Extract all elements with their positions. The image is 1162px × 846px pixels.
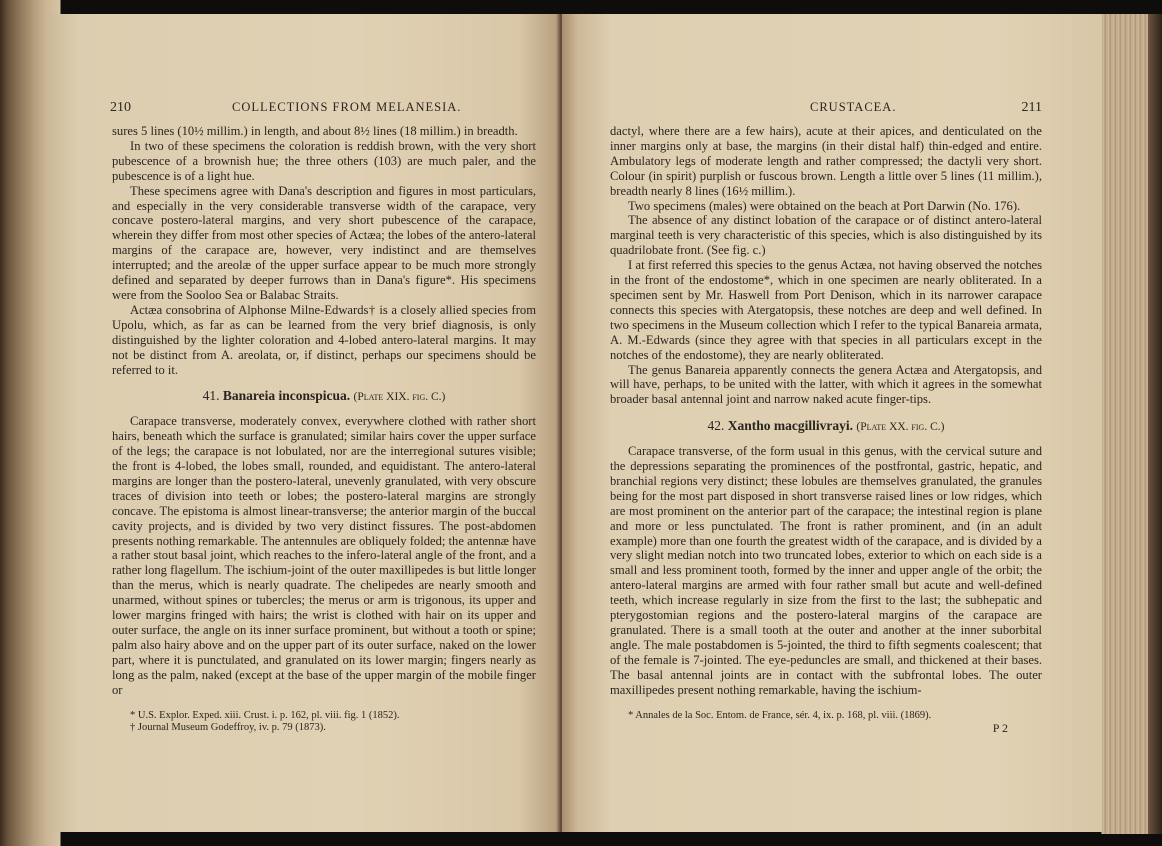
right-body — [610, 124, 1042, 735]
paragraph: Two specimens (males) were obtained on the beach at Port Darwin (No. 176). — [628, 198, 1021, 213]
paragraph: Carapace transverse, moderately convex, everywhere clothed with rather short hairs, beneath which the surface is granulated; similar hairs cover the upper surface of the legs; the carapace is not lobulated, nor are the interregional sutures visible; the front is 4-lobed, the lobes small, rounded, and equidistant. The antero-lateral margins are longer than the postero-lateral, unevenly granulated, with very obscure traces of division into teeth or lobes; the postero-lateral margins are strongly concave. The epistoma is almost linear-transverse; the anterior margin of the buccal cavity projects, and is divided by two very distinct fissures. The post-abdomen presents nothing remarkable. The antennules are obliquely folded; the antennæ have a rather stout basal joint, which reaches to the infero-lateral angle of the front, and a rather long flagellum. The ischium-joint of the outer maxillipedes is but little longer than the merus, which is nearly quadrate. The chelipedes are nearly smooth and unarmed, without spines or tubercles; the merus or arm is trigonous, its upper and lower margins fringed with hairs; the wrist is clothed with hair on its upper and outer surface, the angle on its inner surface prominent, but without a tooth or spine; palm also hairy above and on the upper part of its outer surface, naked on the lower part, where it is punctulated, and granulated on its lower margin; fingers nearly as long as the palm, naked (except at the base of the upper margin of the mobile finger or — [112, 414, 536, 697]
left-page-number: 210 — [110, 100, 131, 115]
paragraph: Actæa consobrina of Alphonse Milne-Edwards† is a closely allied species from Upolu, which, as far as can be learned from the very brief diagnosis, is only distinguished by the lighter coloration and 4-lobed antero-lateral margins. It may not be distinct from A. areolata, or, if distinct, perhaps our specimens should be referred to it. — [112, 302, 536, 377]
left-page — [48, 14, 560, 832]
paragraph: dactyl, where there are a few hairs), acute at their apices, and denticulated on the inner margins only at base, the margins (in their distal half) thin-edged and entire. Ambulatory legs of moderate length and rather compressed; the dactyli very short. Colour (in spirit) purplish or fuscous brown. Length a little over 5 lines (11 millim.), breadth nearly 8 lines (16½ millim.). — [610, 124, 1042, 198]
right-head-title: CRUSTACEA. — [810, 100, 897, 114]
paragraph: Carapace transverse, of the form usual in this genus, with the cervical suture and the depressions separating the prominences of the postfrontal, gastric, hepatic, and branchial regions very distinct; these lobules are themselves granulated, the granules being for the most part disposed in short transverse raised lines or low ridges, which are most prominent on the anterior part of the carapace; the intestinal region is plane and more or less punctulated. The front is rather prominent, and (in an adult example) more than one fourth the greatest width of the carapace, and is divided by a very slight median notch into two truncated lobes, exterior to which on each side is a small and less prominent tooth, formed by the inner and upper angle of the orbit; the antero-lateral margins are armed with four rather small but acute and well-defined teeth, which increase regularly in size from the first to the last; the subhepatic and pterygostomian regions and the postero-lateral margins of the carapace are granulated. There is a small tooth at the outer and another at the inner suborbital angle. The male postabdomen is 5-jointed, the third to fifth segments coalescent; that of the female is 7-jointed. The eye-peduncles are small, and thickened at their bases. The basal antennal joints are in contact with the subfrontal lobes. The outer maxillipedes present nothing remarkable, having the ischium- — [610, 444, 1042, 697]
left-body — [112, 124, 536, 735]
section-number: 41. — [202, 388, 220, 404]
section-heading — [610, 419, 1042, 435]
paragraph: sures 5 lines (10½ millim.) in length, and about 8½ lines (18 millim.) in breadth. — [112, 124, 518, 138]
paragraph: The genus Banareia apparently connects the genera Actæa and Atergatopsis, and will have, perhaps, to be united with the latter, with which it agrees in the somewhat broader basal antennal joint and narrow naked acute finger-tips. — [610, 362, 1042, 407]
plate-reference: (Plate XIX. fig. C.) — [353, 391, 446, 404]
paragraph: I at first referred this species to the genus Actæa, not having observed the notches in the front of the endostome*, which in one specimen are nearly obliterated. In a specimen sent by Mr. Haswell from Port Denison, which in its narrower carapace connects this species with Atergatopsis, these notches are deep and well defined. In two specimens in the Museum collection which I refer to the typical Banareia armata, A. M.-Edwards (since they agree with that species in all particulars except in the notches of the endostome), they are nearly obliterated. — [610, 258, 1042, 362]
right-page-number: 211 — [1021, 100, 1042, 115]
page-edges — [1101, 14, 1162, 834]
footnote: * Annales de la Soc. Entom. de France, sér. 4, ix. p. 168, pl. viii. (1869). — [628, 709, 932, 721]
section-heading — [112, 389, 536, 405]
plate-reference: (Plate XX. fig. C.) — [856, 421, 945, 434]
paragraph: These specimens agree with Dana's description and figures in most particulars, and especially in the very considerable transverse width of the carapace, very concave postero-lateral margins, and very short pubescence of the carapace, wherein they differ from most other species of Actæa; the lobes of the antero-lateral margins of the carapace are, however, very indistinct and are themselves interrupted; and the areolæ of the upper surface appear to be much more strongly defined and separated by deeper furrows than in Dana's figure*. His specimens were from the Sooloo Sea or Balabac Straits. — [112, 183, 536, 302]
section-number: 42. — [707, 418, 725, 434]
paragraph: In two of these specimens the coloration is reddish brown, with the very short pubescence of a brownish hue; the three others (103) are much paler, and the pubescence is of a light hue. — [112, 138, 536, 183]
footnotes — [610, 710, 1042, 735]
left-running-head — [110, 100, 534, 116]
species-name: Xantho macgillivrayi. — [727, 418, 854, 434]
footnotes — [112, 710, 536, 735]
species-name: Banareia inconspicua. — [222, 388, 351, 404]
right-page — [562, 14, 1102, 832]
footnote: * U.S. Explor. Exped. xiii. Crust. i. p. 162, pl. viii. fig. 1 (1852). — [130, 709, 400, 721]
footnote: † Journal Museum Godeffroy, iv. p. 79 (1873). — [130, 722, 326, 734]
left-head-title: COLLECTIONS FROM MELANESIA. — [232, 100, 462, 114]
signature-mark: P 2 — [992, 721, 1008, 736]
paragraph: The absence of any distinct lobation of the carapace or of distinct antero-lateral marginal teeth is very characteristic of this species, which is also distinguished by its quadrilobate front. (See fig. c.) — [610, 213, 1042, 258]
